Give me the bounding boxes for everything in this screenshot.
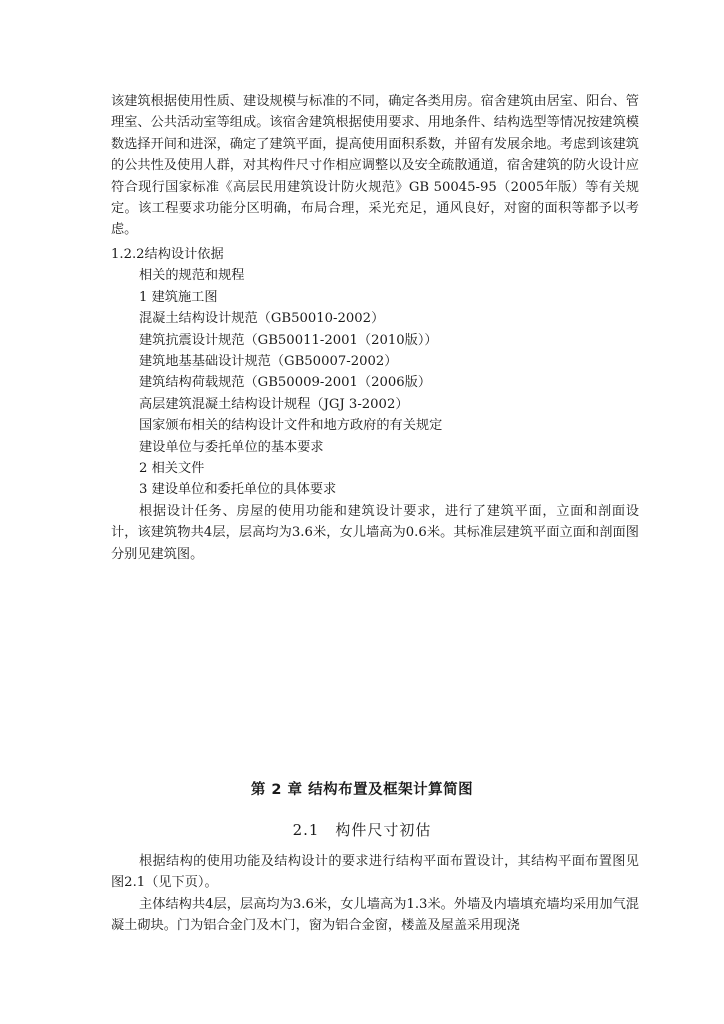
structure-paragraph: 主体结构共4层，层高均为3.6米，女儿墙高为1.3米。外墙及内墙填充墙均采用加气混凝土砌块。门为铝合金门及木门，窗为铝合金窗，楼盖及屋盖采用现浇 — [111, 896, 639, 934]
list-item: 2 相关文件 — [139, 461, 205, 477]
list-item: 建筑结构荷载规范（GB50009-2001（2006版） — [139, 375, 432, 391]
subsection-title: 2.1 构件尺寸初估 — [292, 821, 432, 839]
list-item: 建筑地基基础设计规范（GB50007-2002） — [139, 354, 398, 370]
list-item: 混凝土结构设计规范（GB50010-2002） — [139, 311, 385, 327]
list-item: 高层建筑混凝土结构设计规程（JGJ 3-2002） — [139, 396, 409, 412]
design-basis-section — [111, 244, 639, 565]
layout-paragraph: 根据结构的使用功能及结构设计的要求进行结构平面布置设计，其结构平面布置图见图2.1（见下页）。 — [111, 854, 639, 891]
chapter-title: 第 2 章 结构布置及框架计算简图 — [250, 782, 474, 798]
section-continuation-paragraph: 根据设计任务、房屋的使用功能和建筑设计要求，进行了建筑平面，立面和剖面设计，该建筑物共4层，层高均为3.6米，女儿墙高为0.6米。其标准层建筑平面立面和剖面图分别见建筑图。 — [111, 503, 639, 562]
intro-paragraph: 该建筑根据使用性质、建设规模与标准的不同，确定各类用房。宿舍建筑由居室、阳台、管理室、公共活动室等组成。该宿舍建筑根据使用要求、用地条件、结构选型等情况按建筑模数选择开间和进深，确定了建筑平面，提高使用面积系数，并留有发展余地。考虑到该建筑的公共性及使用人群，对其构件尺寸作相应调整以及安全疏散通道，宿舍建筑的防火设计应符合现行国家标准《高层民用建筑设计防火规范》GB 50045-95（2005年版）等有关规定。该工程要求功能分区明确，布局合理，采光充足，通风良好，对窗的面积等都予以考虑。 — [111, 94, 639, 238]
list-item: 1 建筑施工图 — [139, 289, 218, 305]
list-item: 建设单位与委托单位的基本要求 — [139, 439, 324, 455]
list-item: 国家颁布相关的结构设计文件和地方政府的有关规定 — [139, 418, 443, 434]
list-item: 建筑抗震设计规范（GB50011-2001（2010版）） — [139, 332, 438, 348]
list-item: 3 建设单位和委托单位的具体要求 — [139, 482, 337, 498]
layout-paragraph-block — [111, 851, 639, 937]
list-item: 相关的规范和规程 — [139, 268, 245, 284]
intro-paragraph-block — [111, 91, 639, 241]
section-heading: 1.2.2结构设计依据 — [111, 247, 224, 262]
